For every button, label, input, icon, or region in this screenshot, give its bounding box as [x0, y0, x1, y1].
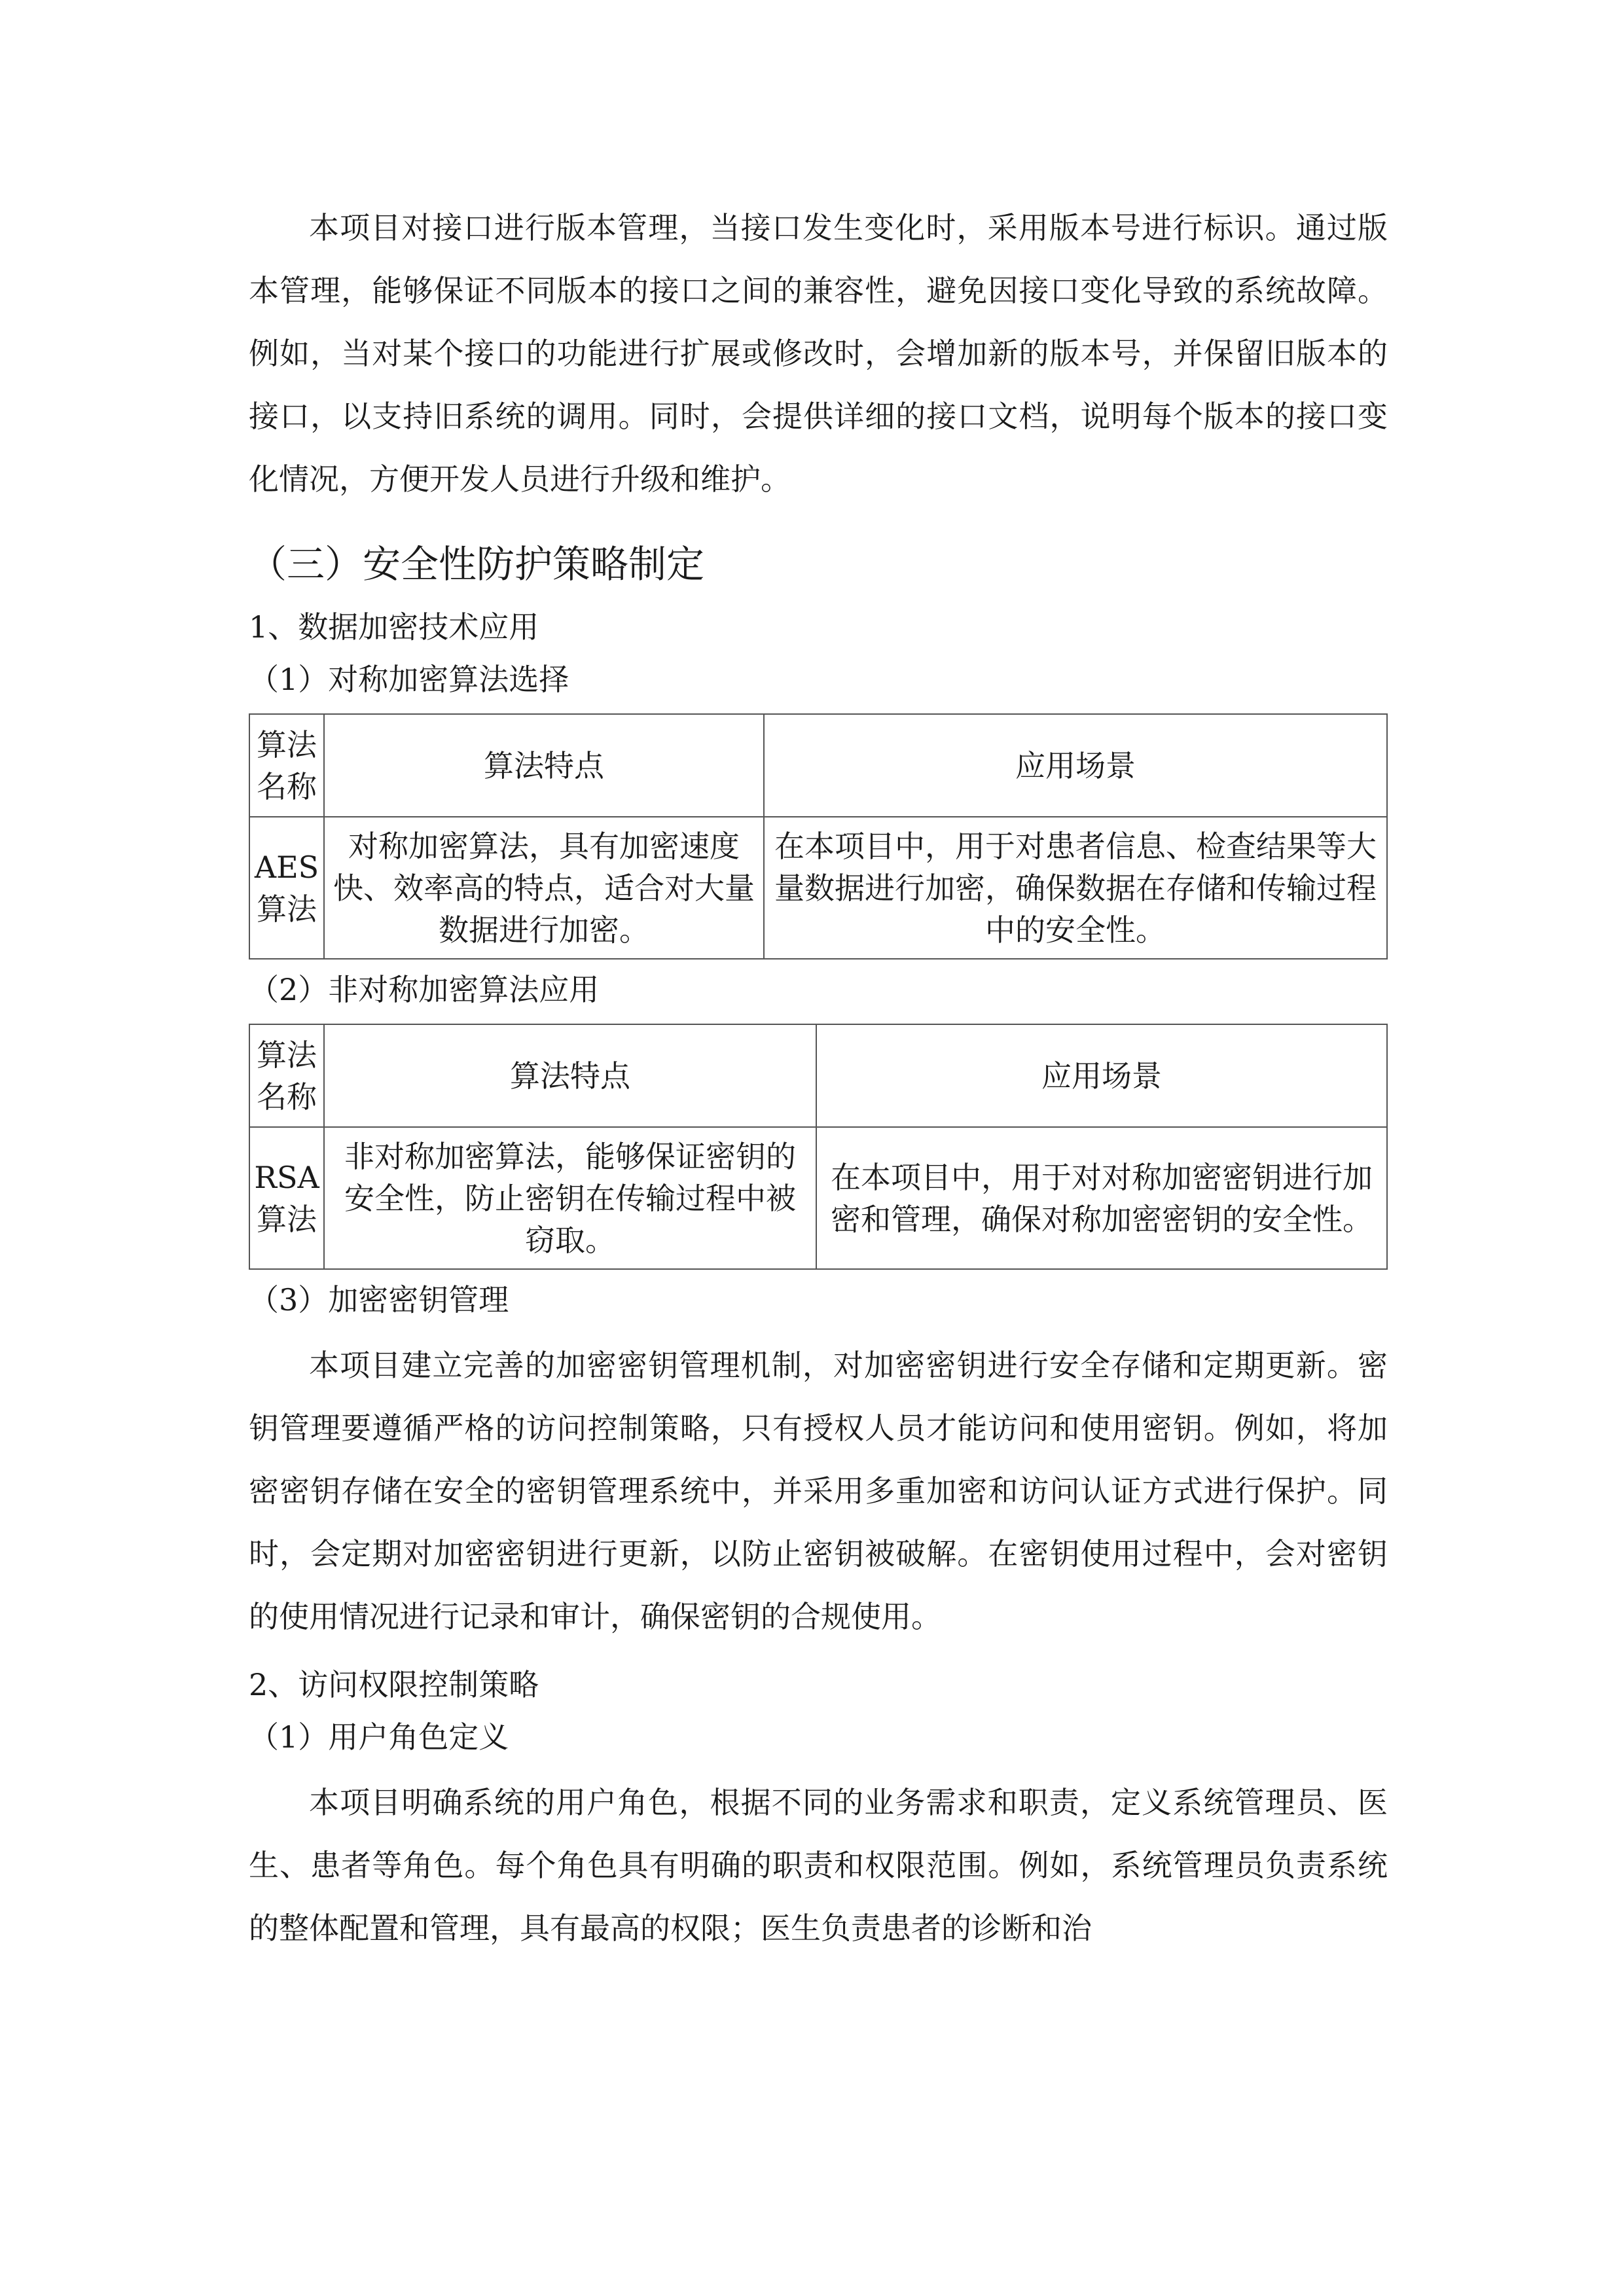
access-control-heading: 2、访问权限控制策略	[249, 1667, 539, 1702]
symmetric-algorithm-table	[249, 713, 1388, 960]
user-roles-paragraph: 本项目明确系统的用户角色，根据不同的业务需求和职责，定义系统管理员、医生、患者等角色。每个角色具有明确的职责和权限范围。例如，系统管理员负责系统的整体配置和管理，具有最高的权限；医生负责患者的诊断和治	[249, 1785, 1388, 1946]
table-header-cell: 算法名称	[249, 1024, 324, 1127]
symmetric-encryption-heading: （1）对称加密算法选择	[249, 662, 569, 697]
data-encryption-heading: 1、数据加密技术应用	[249, 609, 539, 645]
asymmetric-encryption-heading: （2）非对称加密算法应用	[249, 972, 600, 1007]
table-cell-feature: 非对称加密算法，能够保证密钥的安全性，防止密钥在传输过程中被窃取。	[324, 1127, 816, 1269]
table-row	[249, 817, 1387, 959]
table-header-cell: 算法特点	[324, 714, 764, 817]
table-cell-name: RSA算法	[249, 1127, 324, 1269]
table-header-cell: 应用场景	[816, 1024, 1387, 1127]
key-management-paragraph: 本项目建立完善的加密密钥管理机制，对加密密钥进行安全存储和定期更新。密钥管理要遵循严格的访问控制策略，只有授权人员才能访问和使用密钥。例如，将加密密钥存储在安全的密钥管理系统中，并采用多重加密和访问认证方式进行保护。同时，会定期对加密密钥进行更新，以防止密钥被破解。在密钥使用过程中，会对密钥的使用情况进行记录和审计，确保密钥的合规使用。	[249, 1348, 1388, 1634]
table-header-cell: 算法特点	[324, 1024, 816, 1127]
table-cell-scenario: 在本项目中，用于对对称加密密钥进行加密和管理，确保对称加密密钥的安全性。	[816, 1127, 1387, 1269]
table-cell-scenario: 在本项目中，用于对患者信息、检查结果等大量数据进行加密，确保数据在存储和传输过程中的安全性。	[764, 817, 1387, 959]
user-roles-heading: （1）用户角色定义	[249, 1719, 509, 1755]
table-row	[249, 1127, 1387, 1269]
table-header-row	[249, 1024, 1387, 1127]
table-header-row	[249, 714, 1387, 817]
table-cell-name: AES算法	[249, 817, 324, 959]
table-header-cell: 算法名称	[249, 714, 324, 817]
table-cell-feature: 对称加密算法，具有加密速度快、效率高的特点，适合对大量数据进行加密。	[324, 817, 764, 959]
asymmetric-algorithm-table	[249, 1024, 1388, 1270]
section-heading: （三）安全性防护策略制定	[249, 542, 705, 586]
key-management-heading: （3）加密密钥管理	[249, 1282, 509, 1318]
intro-paragraph: 本项目对接口进行版本管理，当接口发生变化时，采用版本号进行标识。通过版本管理，能够保证不同版本的接口之间的兼容性，避免因接口变化导致的系统故障。例如，当对某个接口的功能进行扩展或修改时，会增加新的版本号，并保留旧版本的接口，以支持旧系统的调用。同时，会提供详细的接口文档，说明每个版本的接口变化情况，方便开发人员进行升级和维护。	[249, 210, 1388, 497]
table-header-cell: 应用场景	[764, 714, 1387, 817]
document-page	[249, 196, 1388, 1960]
